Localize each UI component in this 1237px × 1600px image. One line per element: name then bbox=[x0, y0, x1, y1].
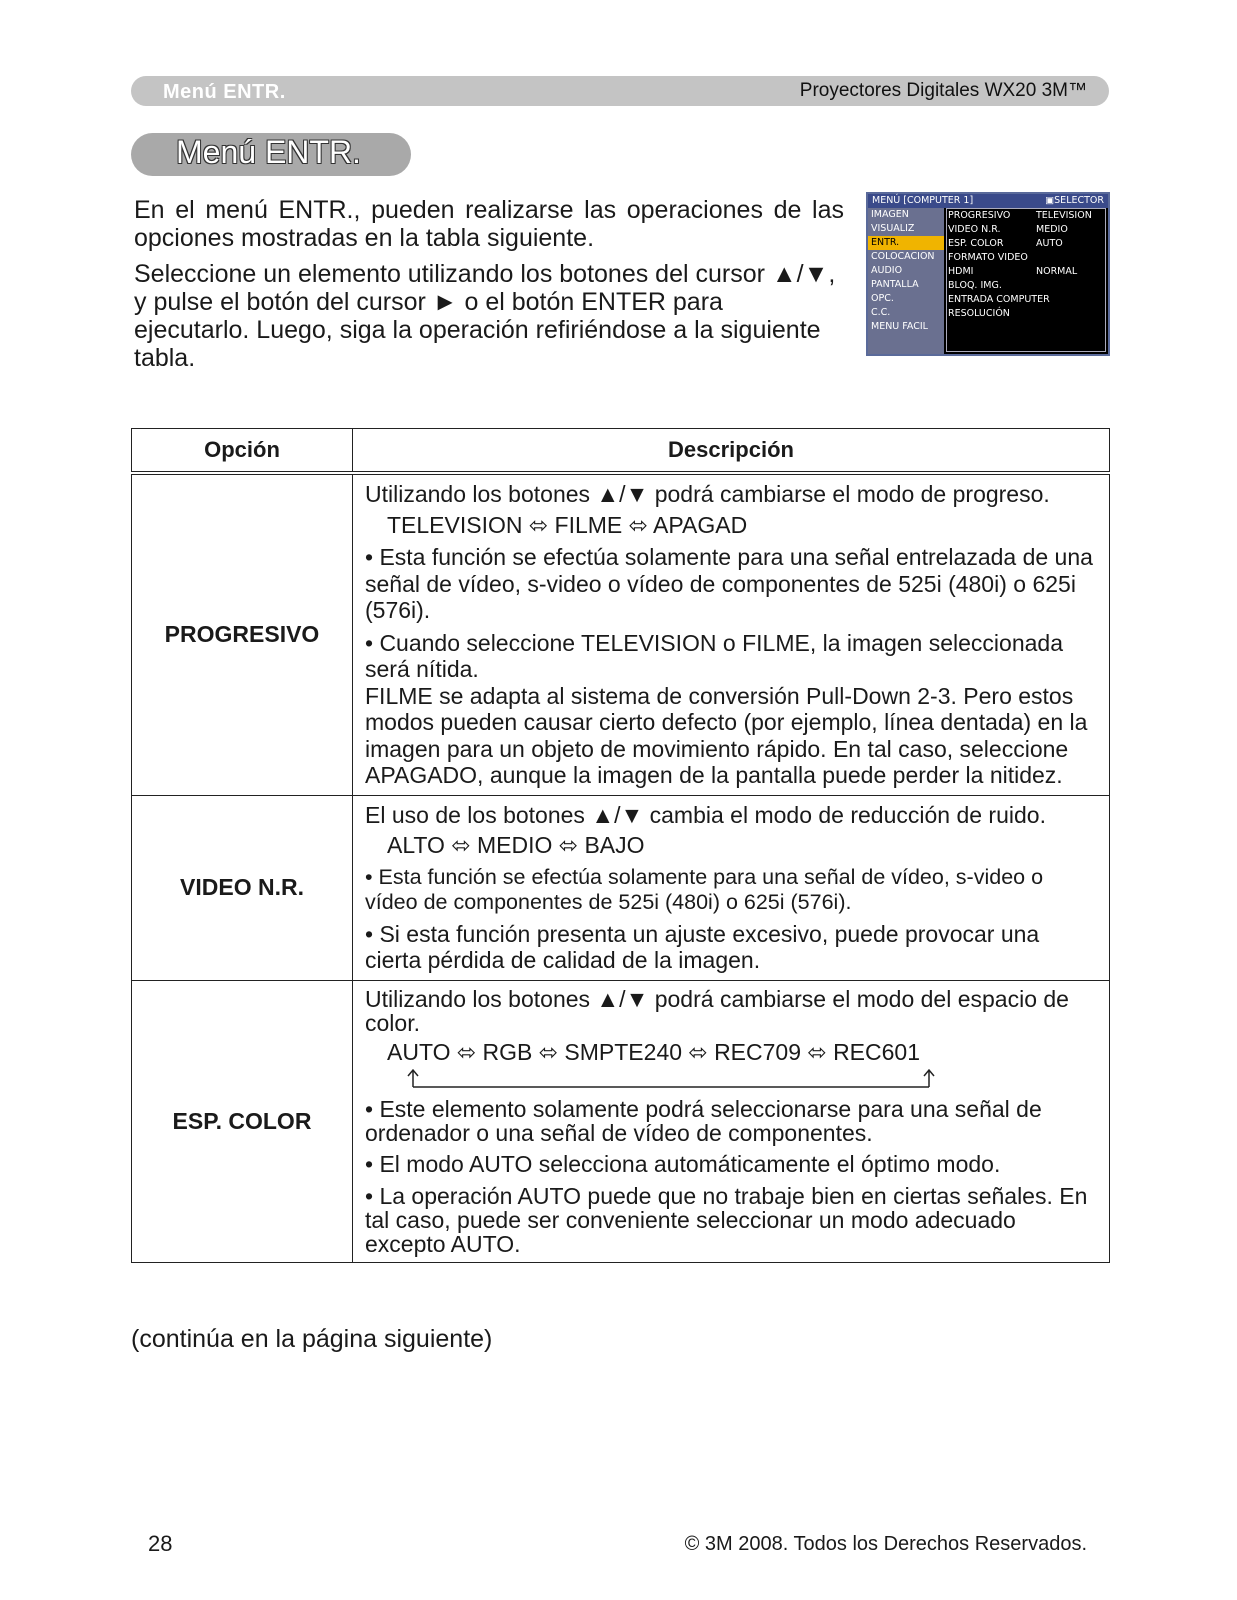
column-header-description: Descripción bbox=[353, 429, 1110, 474]
intro-paragraph-1: En el menú ENTR., pueden realizarse las operaciones de las opciones mostradas en la tabla siguiente. bbox=[134, 196, 844, 252]
page-title: Menú ENTR. bbox=[176, 134, 361, 170]
projector-menu-thumbnail bbox=[866, 192, 1110, 356]
osd-left-item: COLOCACION bbox=[871, 251, 935, 262]
option-name: ESP. COLOR bbox=[132, 980, 353, 1262]
column-header-option: Opción bbox=[132, 429, 353, 474]
osd-title: MENÚ [COMPUTER 1] bbox=[872, 195, 974, 206]
osd-right-values bbox=[1036, 209, 1092, 279]
table-header-row bbox=[132, 429, 1110, 474]
osd-value: AUTO bbox=[1036, 238, 1063, 249]
description-paragraph: FILME se adapta al sistema de conversión Pull-Down 2-3. Pero estos modos pueden causar cierto defecto (por ejemplo, línea dentada) en la imagen para un objeto de movimiento rápido. En tal caso, seleccione APAGADO, aunque la imagen de la pantalla puede perder la nitidez. bbox=[365, 682, 1088, 788]
mode-sequence: AUTO ⬄ RGB ⬄ SMPTE240 ⬄ REC709 ⬄ REC601 bbox=[387, 1038, 920, 1065]
osd-value: MEDIO bbox=[1036, 224, 1068, 235]
description-bullet: • Esta función se efectúa solamente para una señal de vídeo, s-video o vídeo de componentes de 525i (480i) o 625i (576i). bbox=[365, 864, 1044, 914]
description-bullet: • Cuando seleccione TELEVISION o FILME, la imagen seleccionada será nítida. bbox=[365, 629, 1063, 682]
osd-mid-item: BLOQ. IMG. bbox=[948, 280, 1002, 291]
header-product-label: Proyectores Digitales WX20 3M™ bbox=[799, 80, 1087, 101]
description-bullet: • Este elemento solamente podrá seleccionarse para una señal de ordenador o una señal de vídeo de componentes. bbox=[365, 1096, 1042, 1146]
header-section-label: Menú ENTR. bbox=[163, 81, 286, 103]
osd-left-item-selected: ENTR. bbox=[868, 236, 944, 250]
description-intro: El uso de los botones ▲/▼ cambia el modo de reducción de ruido. bbox=[365, 801, 1046, 828]
table-row-progresivo bbox=[132, 473, 1110, 795]
description-bullet: • El modo AUTO selecciona automáticamente el óptimo modo. bbox=[365, 1151, 1001, 1177]
osd-value: NORMAL bbox=[1036, 266, 1078, 277]
osd-mid-item: HDMI bbox=[948, 266, 974, 277]
osd-left-item: AUDIO bbox=[871, 265, 903, 276]
mode-sequence: ALTO ⬄ MEDIO ⬄ BAJO bbox=[387, 832, 645, 858]
intro-text bbox=[134, 196, 844, 380]
option-description bbox=[353, 473, 1110, 795]
osd-mid-item: VIDEO N.R. bbox=[948, 224, 1001, 235]
osd-mid-item: FORMATO VIDEO bbox=[948, 252, 1028, 263]
copyright-notice: © 3M 2008. Todos los Derechos Reservados. bbox=[684, 1533, 1087, 1555]
osd-mid-item: ESP. COLOR bbox=[948, 238, 1004, 249]
osd-mid-item: ENTRADA COMPUTER bbox=[948, 294, 1050, 305]
description-bullet: • Esta función se efectúa solamente para una señal entrelazada de una señal de vídeo, s-video o vídeo de componentes de 525i (480i) o 625i (576i). bbox=[365, 544, 1093, 623]
osd-left-item: VISUALIZ bbox=[871, 223, 915, 234]
osd-left-item: PANTALLA bbox=[871, 279, 919, 290]
osd-value bbox=[1036, 251, 1092, 265]
osd-selector-label: ▣SELECTOR bbox=[1045, 195, 1104, 206]
intro-paragraph-2: Seleccione un elemento utilizando los botones del cursor ▲/▼, y pulse el botón del cursor ► o el botón ENTER para ejecutarlo. Luego, siga la operación refiriéndose a la siguiente tabla. bbox=[134, 260, 836, 372]
table-row-video-nr bbox=[132, 795, 1110, 980]
cycle-return-arrow bbox=[405, 1067, 1099, 1091]
osd-value: TELEVISION bbox=[1036, 210, 1092, 221]
options-table bbox=[131, 428, 1110, 1263]
osd-mid-item: RESOLUCIÓN bbox=[948, 308, 1010, 319]
osd-left-item: IMAGEN bbox=[871, 209, 909, 220]
osd-left-menu bbox=[868, 208, 944, 354]
osd-title-bar bbox=[868, 194, 1108, 208]
description-bullet: • Si esta función presenta un ajuste excesivo, puede provocar una cierta pérdida de calidad de la imagen. bbox=[365, 920, 1040, 973]
osd-left-item: OPC. bbox=[871, 293, 894, 304]
description-bullet: • La operación AUTO puede que no trabaje bien en ciertas señales. En tal caso, puede ser conveniente seleccionar un modo adecuado excepto AUTO. bbox=[365, 1182, 1088, 1257]
page-number: 28 bbox=[148, 1531, 173, 1556]
osd-left-item: C.C. bbox=[871, 307, 891, 318]
continues-note: (continúa en la página siguiente) bbox=[131, 1325, 493, 1353]
option-name: PROGRESIVO bbox=[132, 473, 353, 795]
osd-left-item: MENU FACIL bbox=[871, 321, 928, 332]
option-name: VIDEO N.R. bbox=[132, 795, 353, 980]
description-intro: Utilizando los botones ▲/▼ podrá cambiarse el modo de progreso. bbox=[365, 481, 1050, 507]
table-row-esp-color bbox=[132, 980, 1110, 1262]
option-description bbox=[353, 795, 1110, 980]
osd-mid-menu bbox=[948, 209, 1050, 321]
mode-sequence: TELEVISION ⬄ FILME ⬄ APAGAD bbox=[387, 511, 748, 538]
osd-mid-item: PROGRESIVO bbox=[948, 210, 1011, 221]
option-description bbox=[353, 980, 1110, 1262]
description-intro: Utilizando los botones ▲/▼ podrá cambiarse el modo del espacio de color. bbox=[365, 985, 1069, 1036]
